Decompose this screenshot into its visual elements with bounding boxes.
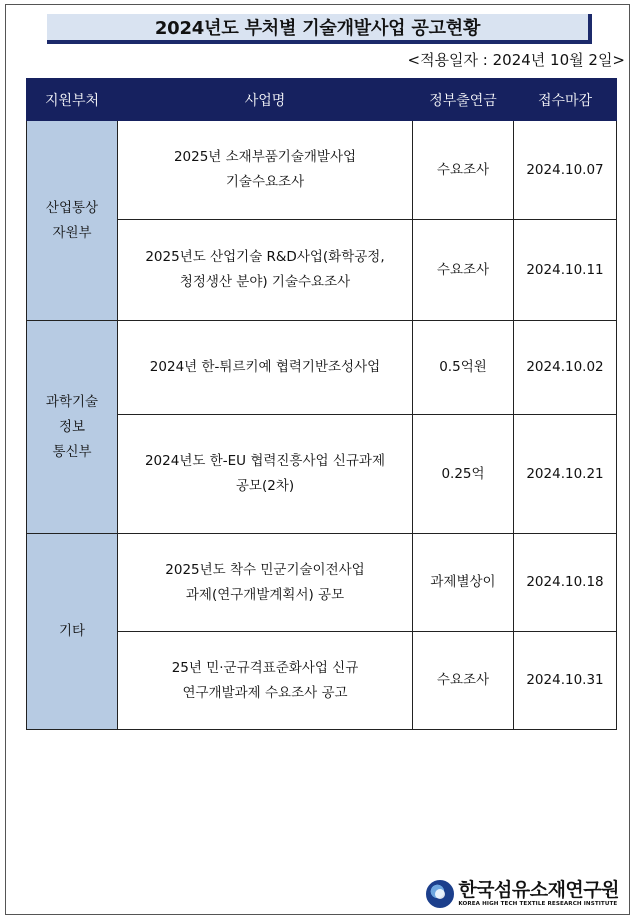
logo-name-korean: 한국섬유소재연구원	[458, 878, 619, 901]
department-line: 기타	[58, 623, 86, 639]
institute-emblem-icon	[426, 880, 454, 908]
program-name-line: 2025년도 착수 민군기술이전사업	[165, 561, 365, 578]
funding-cell: 0.5억원	[413, 321, 514, 415]
department-line: 정보	[58, 418, 86, 435]
funding-cell: 수요조사	[413, 220, 514, 321]
department-line: 통신부	[52, 443, 92, 460]
program-name-cell	[118, 121, 413, 220]
deadline-cell: 2024.10.07	[514, 121, 617, 220]
logo-text	[458, 878, 619, 908]
program-name-line: 2024년도 한-EU 협력진흥사업 신규과제	[144, 453, 386, 469]
program-name-cell	[118, 534, 413, 632]
announcement-table	[26, 78, 617, 730]
page-title	[47, 14, 592, 44]
page-title-text: 2024년도 부처별 기술개발사업 공고현황	[154, 18, 481, 39]
funding-cell: 과제별상이	[413, 534, 514, 632]
funding-cell: 수요조사	[413, 632, 514, 730]
program-name-line: 청정생산 분야) 기술수요조사	[179, 274, 351, 290]
funding-cell: 수요조사	[413, 121, 514, 220]
table-row	[27, 534, 617, 632]
program-name-line: 2025년도 산업기술 R&D사업(화학공정,	[145, 249, 385, 265]
table-row	[27, 321, 617, 415]
header-program-name: 사업명	[118, 79, 413, 121]
program-name-cell	[118, 415, 413, 534]
table-row	[27, 121, 617, 220]
program-name-line: 2025년 소재부품기술개발사업	[173, 149, 357, 165]
program-name-line: 연구개발과제 수요조사 공고	[182, 684, 348, 701]
department-line: 과학기술	[45, 393, 99, 410]
logo-name-english: KOREA HIGH TECH TEXTILE RESEARCH INSTITUTE	[458, 900, 618, 907]
header-deadline: 접수마감	[514, 79, 617, 121]
department-cell	[27, 321, 118, 534]
program-name-line: 2024년 한-튀르키예 협력기반조성사업	[149, 359, 381, 375]
deadline-cell: 2024.10.31	[514, 632, 617, 730]
program-name-cell	[118, 321, 413, 415]
department-line: 산업통상	[45, 199, 99, 216]
program-name-line: 기술수요조사	[225, 174, 305, 190]
header-department: 지원부처	[27, 79, 118, 121]
effective-date: <적용일자 : 2024년 10월 2일>	[407, 51, 625, 69]
header-funding: 정부출연금	[413, 79, 514, 121]
program-name-line: 과제(연구개발계획서) 공모	[185, 586, 345, 603]
table-header-row	[27, 79, 617, 121]
deadline-cell: 2024.10.02	[514, 321, 617, 415]
program-name-line: 공모(2차)	[235, 478, 295, 494]
deadline-cell: 2024.10.11	[514, 220, 617, 321]
department-cell	[27, 534, 118, 730]
department-cell	[27, 121, 118, 321]
deadline-cell: 2024.10.18	[514, 534, 617, 632]
program-name-cell	[118, 632, 413, 730]
funding-cell: 0.25억	[413, 415, 514, 534]
department-line: 자원부	[52, 224, 92, 241]
program-name-cell	[118, 220, 413, 321]
deadline-cell: 2024.10.21	[514, 415, 617, 534]
institute-logo	[426, 880, 619, 908]
program-name-line: 25년 민·군규격표준화사업 신규	[171, 659, 359, 676]
